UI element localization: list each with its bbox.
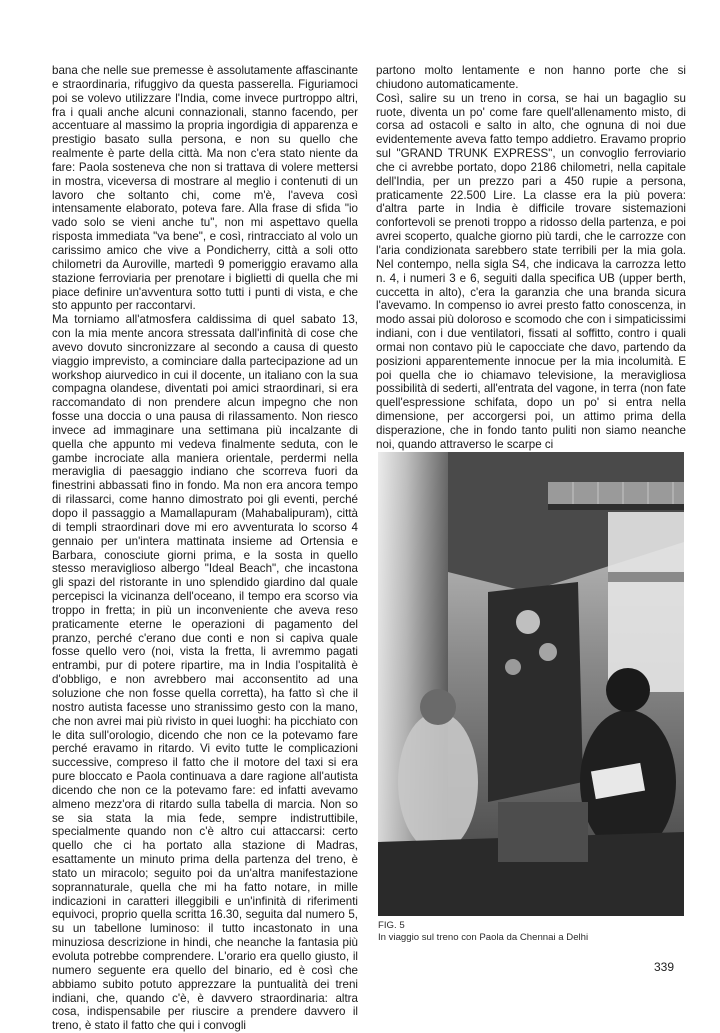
- left-text-column: [52, 64, 358, 1033]
- train-interior-photo: [378, 452, 684, 916]
- right-text-column: [376, 64, 686, 452]
- page-number: 339: [654, 960, 675, 974]
- paragraph: Ma torniamo all'atmosfera caldissima di quel sabato 13, con la mia mente ancora stressata dall'infinità di cose che avevo dovuto sincronizzare al secondo a causa di questo viaggio imprevisto, a cominciare dalla partecipazione ad un workshop aiurvedico in cui il docente, un italiano con la sua compagna olandese, diventati poi amici straordinari, si era raccomandato di non prendere alcun impegno che non fosse una doccia o una pausa di rilassamento. Non riesco invece ad immaginare una settimana più incalzante di quella che appunto mi vedeva finalmente seduta, con le gambe incrociate alla maniera orientale, perdermi nella meraviglia di paesaggio indiano che scorreva fuori da finestrini abbassati fino in fondo. Ma non era ancora tempo di rilassarci, come hanno dimostrato poi gli eventi, perché dopo il passaggio a Mamallapuram (Mahabalipuram), città di templi straordinari dove mi ero avventurata lo scorso 4 gennaio per un'intera mattinata insieme ad Ortensia e Barbara, conosciute giorni prima, e la sosta in quello stesso meraviglioso albergo "Ideal Beach", che incastona gli spazi del ristorante in uno splendido giardino dal quale percepisci la vicinanza dell'oceano, il tempo era scorso via troppo in fretta; in più un inconveniente che aveva reso praticamente eterne le operazioni di pagamento del pranzo, perché c'erano due conti e non si capiva quale fosse quello vero (noi, vista la fretta, li avremmo pagati entrambi, pur di potere ripartire, ma in India l'ospitalità è d'obbligo, e non avrebbero mai acconsentito ad una soluzione che non fosse quella corretta), ha fatto sì che il nostro autista facesse uno stranissimo gesto con la mano, che non avrei mai più rivisto in quei luoghi: ha picchiato con le dita sull'orologio, dicendo che non ce la potevamo fare perché eravamo in ritardo. Vi evito tutte le complicazioni successive, compreso il fatto che il motore del taxi si era pure bloccato e Paola continuava a dare ragione all'autista dicendo che non ce la potevamo fare: ed infatti avevamo almeno mezz'ora di ritardo sulla tabella di marcia. Non so se sia stata la mia fede, sempre indistruttibile, specialmente quando non c'è altro cui attaccarsi: certo quello che ci ha portato alla stazione di Madras, esattamente un minuto prima della partenza del treno, è stato un miracolo; seguito poi da un'altra manifestazione soprannaturale, quella che mi ha fatto notare, in mille indicazioni in caratteri illeggibili e un'infinità di riferimenti equivoci, proprio quella scritta 16.30, seguita dal numero 5, su un tabellone luminoso: il tutto incastonato in una minuziosa descrizione in hindi, che neanche la fantasia più evoluta potrebbe comprendere. L'orario era quello giusto, il numero seguente era quello del binario, ed è così che abbiamo subito potuto apprezzare la puntualità dei treni indiani, che, quando c'è, è davvero straordinaria: altra cosa, indispensabile per riuscire a prendere davvero il treno, è stato il fatto che qui i convogli: [52, 313, 358, 1033]
- figure-label: FIG. 5: [378, 920, 405, 931]
- paragraph: bana che nelle sue premesse è assolutamente affascinante e straordinaria, rifuggivo da questa passerella. Figuriamoci poi se volevo utilizzare l'India, come invece purtroppo altri, fra i quali anche alcuni connazionali, stanno facendo, per accentuare al massimo la propria ingordigia di apparenza e prestigio basato sulla persona, e non su quello che realmente è parte della città. Ma non c'era stato niente da fare: Paola sosteneva che non si trattava di volere mettersi in mostra, viceversa di mostrare al meglio i contenuti di un lavoro che soltanto chi, come m'è, l'aveva così intensamente elaborato, poteva fare. Alla frase di sfida "io vado solo se vieni anche tu", non mi aspettavo quella risposta immediata "va bene", e così, rintracciato al volo un carissimo amico che vive a Pondicherry, città a soli otto chilometri da Auroville, martedì 9 pomeriggio eravamo alla stazione ferroviaria per prenotare i biglietti di quella che mi piace definire un'avventura sotto tutti i punti di vista, e che sto appunto per raccontarvi.: [52, 64, 358, 313]
- paragraph: Così, salire su un treno in corsa, se hai un bagaglio su ruote, diventa un po' come fare quell'allenamento misto, di corsa ad ostacoli e salto in alto, che ognuna di noi due evidentemente aveva fatto tempo addietro. Eravamo proprio sul "GRAND TRUNK EXPRESS", un convoglio ferroviario che ci avrebbe portato, dopo 2186 chilometri, nella capitale dell'India, per un prezzo pari a 450 rupie a persona, praticamente 22.500 Lire. La classe era la più povera: d'altra parte in India è difficile trovare sistemazioni confortevoli se prenoti troppo a ridosso della partenza, e poi avrei scoperto, qualche giorno più tardi, che le carrozze con l'aria condizionata sarebbero state terribili per la mia gola. Nel contempo, nella sigla S4, che indicava la carrozza letto n. 4, i numeri 3 e 6, seguiti dalla specifica UB (upper berth, cuccetta in alto), c'era la garanzia che una branda sicura l'avevamo. In compenso io avrei presto fatto conoscenza, in modo assai più doloroso e scomodo che con i simpaticissimi indiani, con i due ventilatori, fissati al soffitto, contro i quali ormai non contavo più le capocciate che davo, partendo da posizioni apparentemente innocue per la mia incolumità. E poi quella che io chiamavo televisione, la meravigliosa possibilità di sederti, all'entrata del vagone, in terra (non fate quell'espressione schifata, dopo un po' si entra nella dimensione, per accorgersi poi, un attimo prima della disperazione, che in fondo tanto puliti non siamo neanche noi, quando attraverso le scarpe ci: [376, 91, 686, 451]
- photo-illustration: [378, 452, 684, 916]
- paragraph: partono molto lentamente e non hanno porte che si chiudono automaticamente.: [376, 64, 686, 91]
- figure-caption-text: In viaggio sul treno con Paola da Chennai a Delhi: [378, 931, 589, 943]
- figure-caption: [378, 920, 688, 943]
